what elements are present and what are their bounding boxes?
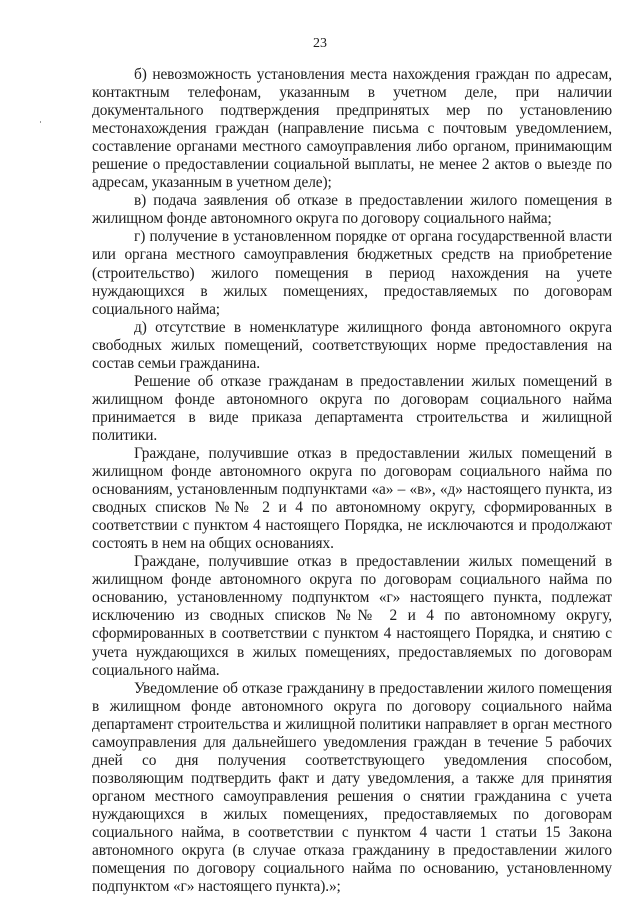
paragraph-not-excluded: Граждане, получившие отказ в предоставлении жилых помещений в жилищном фонде автономного округа по договорам социального найма по основаниям, установленным подпунктами «а» – «в», «д» настоящего пункта, из сводных списков №№ 2 и 4 по автономному округу, сформированных в соответствии с пунктом 4 настоящего Порядка, не исключаются и продолжают состоять в нем на общих основаниях. xyxy=(92,444,612,553)
scan-speck xyxy=(40,121,41,123)
document-body xyxy=(92,66,612,896)
page-number: 23 xyxy=(313,36,327,51)
paragraph-refusal-decision: Решение об отказе гражданам в предоставлении жилых помещений в жилищном фонде автономного округа по договорам социального найма принимается в виде приказа департамента строительства и жилищной политики. xyxy=(92,372,612,444)
paragraph-excluded: Граждане, получившие отказ в предоставлении жилых помещений в жилищном фонде автономного округа по договорам социального найма по основанию, установленному подпунктом «г» настоящего пункта, подлежат исключению из сводных списков №№ 2 и 4 по автономному округу, сформированных в соответствии с пунктом 4 настоящего Порядка, и снятию с учета нуждающихся в жилых помещениях, предоставляемых по договорам социального найма. xyxy=(92,553,612,679)
paragraph-item-g: г) получение в установленном порядке от органа государственной власти или органа местного самоуправления бюджетных средств на приобретение (строительство) жилого помещения в период нахождения на учете нуждающихся в жилых помещениях, предоставляемых по договорам социального найма; xyxy=(92,228,612,318)
paragraph-item-v: в) подача заявления об отказе в предоставлении жилого помещения в жилищном фонде автономного округа по договору социального найма; xyxy=(92,192,612,228)
paragraph-notification: Уведомление об отказе гражданину в предоставлении жилого помещения в жилищном фонде автономного округа по договору социального найма департамент строительства и жилищной политики направляет в орган местного самоуправления для дальнейшего уведомления граждан в течение 5 рабочих дней со дня получения соответствующего уведомления способом, позволяющим подтвердить факт и дату уведомления, а также для принятия органом местного самоуправления решения о снятии гражданина с учета нуждающихся в жилых помещениях, предоставляемых по договорам социального найма, в соответствии с пунктом 4 части 1 статьи 15 Закона автономного округа (в случае отказа гражданину в предоставлении жилого помещения по договору социального найма по основанию, установленному подпунктом «г» настоящего пункта).»; xyxy=(92,679,612,896)
paragraph-item-d: д) отсутствие в номенклатуре жилищного фонда автономного округа свободных жилых помещений, соответствующих норме предоставления на состав семьи гражданина. xyxy=(92,318,612,372)
paragraph-item-b: б) невозможность установления места нахождения граждан по адресам, контактным телефонам, указанным в учетном деле, при наличии документального подтверждения предпринятых мер по установлению местонахождения граждан (направление письма с почтовым уведомлением, составление органами местного самоуправления либо органом, принимающим решение о предоставлении социальной выплаты, не менее 2 актов о выезде по адресам, указанным в учетном деле); xyxy=(92,66,612,192)
